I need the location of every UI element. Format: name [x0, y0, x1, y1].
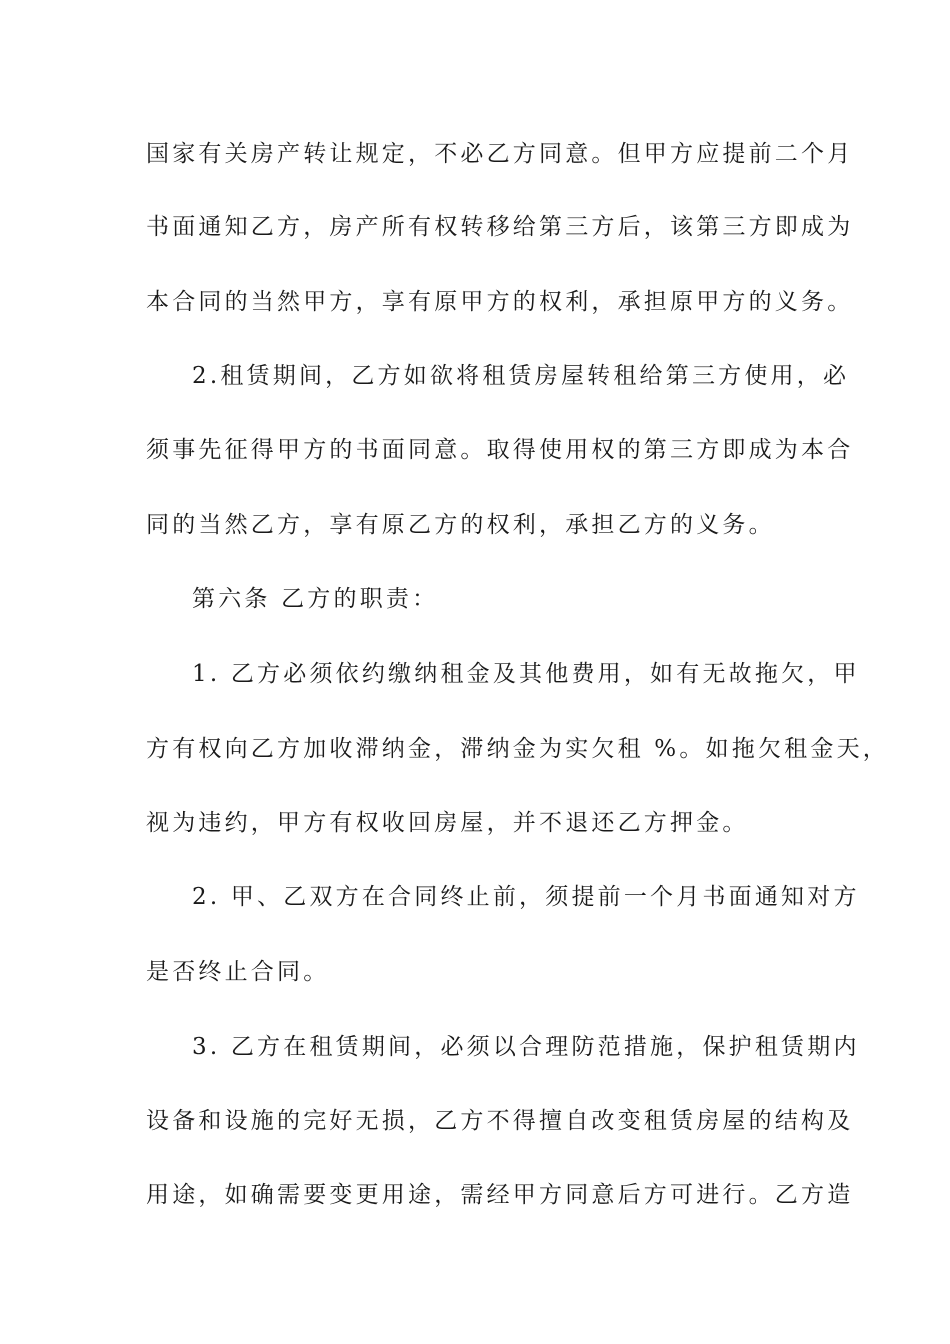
body-text-line: 国家有关房产转让规定，不必乙方同意。但甲方应提前二个月 — [146, 141, 854, 167]
body-text-line: 方有权向乙方加收滞纳金，滞纳金为实欠租 %。如拖欠租金天， — [146, 736, 889, 762]
body-text-line: 2. 甲、乙双方在合同终止前，须提前一个月书面通知对方 — [192, 884, 860, 910]
body-text-line: 书面通知乙方，房产所有权转移给第三方后，该第三方即成为 — [146, 214, 854, 240]
body-text-line: 是否终止合同。 — [146, 959, 330, 985]
body-text-line: 同的当然乙方，享有原乙方的权利，承担乙方的义务。 — [146, 512, 775, 538]
section-heading: 第六条 乙方的职责： — [192, 586, 439, 612]
body-text-line: 1. 乙方必须依约缴纳租金及其他费用，如有无故拖欠，甲 — [192, 661, 860, 687]
body-text-line: 3. 乙方在租赁期间，必须以合理防范措施，保护租赁期内 — [192, 1034, 860, 1060]
body-text-line: 设备和设施的完好无损，乙方不得擅自改变租赁房屋的结构及 — [146, 1108, 854, 1134]
body-text-line: 本合同的当然甲方，享有原甲方的权利，承担原甲方的义务。 — [146, 289, 854, 315]
body-text-line: 2.租赁期间，乙方如欲将租赁房屋转租给第三方使用，必 — [192, 363, 850, 389]
body-text-line: 视为违约，甲方有权收回房屋，并不退还乙方押金。 — [146, 810, 749, 836]
body-text-line: 用途，如确需要变更用途，需经甲方同意后方可进行。乙方造 — [146, 1182, 854, 1208]
body-text-line: 须事先征得甲方的书面同意。取得使用权的第三方即成为本合 — [146, 437, 854, 463]
